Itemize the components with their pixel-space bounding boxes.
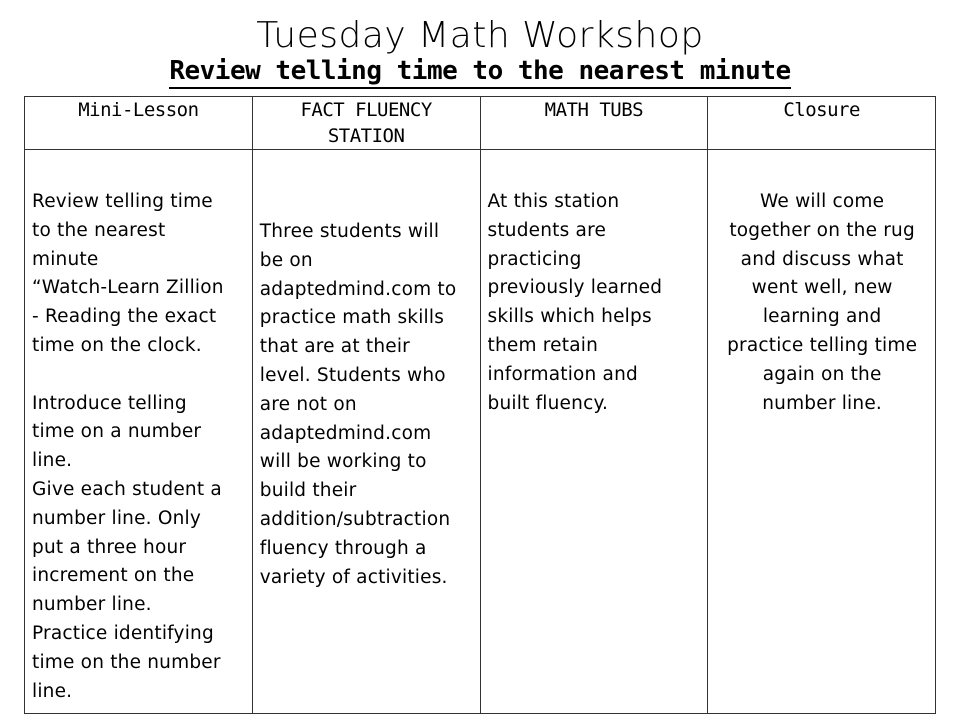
- heading-fact-fluency-line: FACT FLUENCY: [300, 99, 432, 121]
- text-line: time on the clock.: [32, 334, 202, 356]
- text-line: line.: [32, 450, 73, 472]
- text-line: variety of activities.: [259, 566, 448, 588]
- text-line: them retain: [487, 334, 598, 356]
- math-tubs-cell: [480, 150, 708, 714]
- text-line: skills which helps: [487, 306, 652, 328]
- text-line: addition/subtraction: [259, 508, 451, 530]
- text-line: be on: [259, 249, 313, 271]
- text-line: practice telling time: [727, 334, 918, 356]
- text-line: Introduce telling: [32, 392, 187, 414]
- text-line: Practice identifying: [32, 622, 214, 644]
- math-tubs-text: [481, 150, 708, 418]
- workshop-table: [24, 96, 936, 714]
- fact-fluency-text: [253, 150, 480, 592]
- text-line: practicing: [487, 248, 582, 270]
- text-line: - Reading the exact: [32, 306, 217, 328]
- mini-lesson-cell: [25, 150, 253, 714]
- text-line: students are: [487, 219, 607, 241]
- text-line: number line.: [32, 594, 152, 616]
- text-line: line.: [32, 680, 73, 702]
- text-line: level. Students who: [259, 364, 446, 386]
- heading-math-tubs: [480, 97, 708, 150]
- heading-closure-text: Closure: [783, 99, 860, 121]
- heading-mini-lesson-text: Mini-Lesson: [78, 99, 199, 121]
- text-line: and discuss what: [740, 248, 904, 270]
- text-line: went well, new: [751, 277, 893, 299]
- text-line: that are at their: [259, 336, 410, 358]
- text-line: to the nearest: [32, 219, 166, 241]
- text-line: time on a number: [32, 421, 202, 443]
- text-line: time on the number: [32, 651, 221, 673]
- text-line: “Watch-Learn Zillion: [32, 277, 224, 299]
- page-subtitle-text: Review telling time to the nearest minute: [169, 56, 790, 89]
- text-line: At this station: [487, 191, 620, 212]
- heading-fact-fluency: [252, 97, 480, 150]
- text-line: built fluency.: [487, 392, 609, 414]
- text-line: adaptedmind.com: [259, 422, 432, 444]
- page-subtitle: [0, 54, 960, 88]
- text-line: number line.: [762, 392, 882, 414]
- text-line: practice math skills: [259, 307, 445, 329]
- text-line: put a three hour: [32, 536, 187, 558]
- text-line: will be working to: [259, 451, 427, 473]
- text-line: minute: [32, 248, 99, 270]
- paragraph-gap: [32, 361, 246, 390]
- text-line: We will come: [760, 191, 885, 212]
- text-line: previously learned: [487, 277, 663, 299]
- text-line: number line. Only: [32, 507, 202, 529]
- closure-text: [708, 150, 935, 418]
- page-title: Tuesday Math Workshop: [256, 15, 704, 56]
- text-line: Review telling time: [32, 191, 213, 212]
- text-line: Three students will: [259, 221, 440, 242]
- heading-math-tubs-text: MATH TUBS: [544, 99, 644, 121]
- heading-fact-fluency-line: STATION: [327, 125, 405, 147]
- text-line: adaptedmind.com to: [259, 278, 457, 300]
- text-line: increment on the: [32, 565, 195, 587]
- heading-closure: [708, 97, 936, 150]
- text-line: fluency through a: [259, 537, 427, 559]
- text-line: Give each student a: [32, 478, 222, 500]
- heading-mini-lesson: [25, 97, 253, 150]
- text-line: build their: [259, 480, 357, 502]
- text-line: information and: [487, 363, 638, 385]
- fact-fluency-cell: [252, 150, 480, 714]
- text-line: learning and: [762, 306, 882, 328]
- text-line: are not on: [259, 393, 357, 415]
- text-line: again on the: [762, 363, 882, 385]
- mini-lesson-text: [25, 150, 252, 706]
- closure-cell: [708, 150, 936, 714]
- text-line: together on the rug: [729, 219, 915, 241]
